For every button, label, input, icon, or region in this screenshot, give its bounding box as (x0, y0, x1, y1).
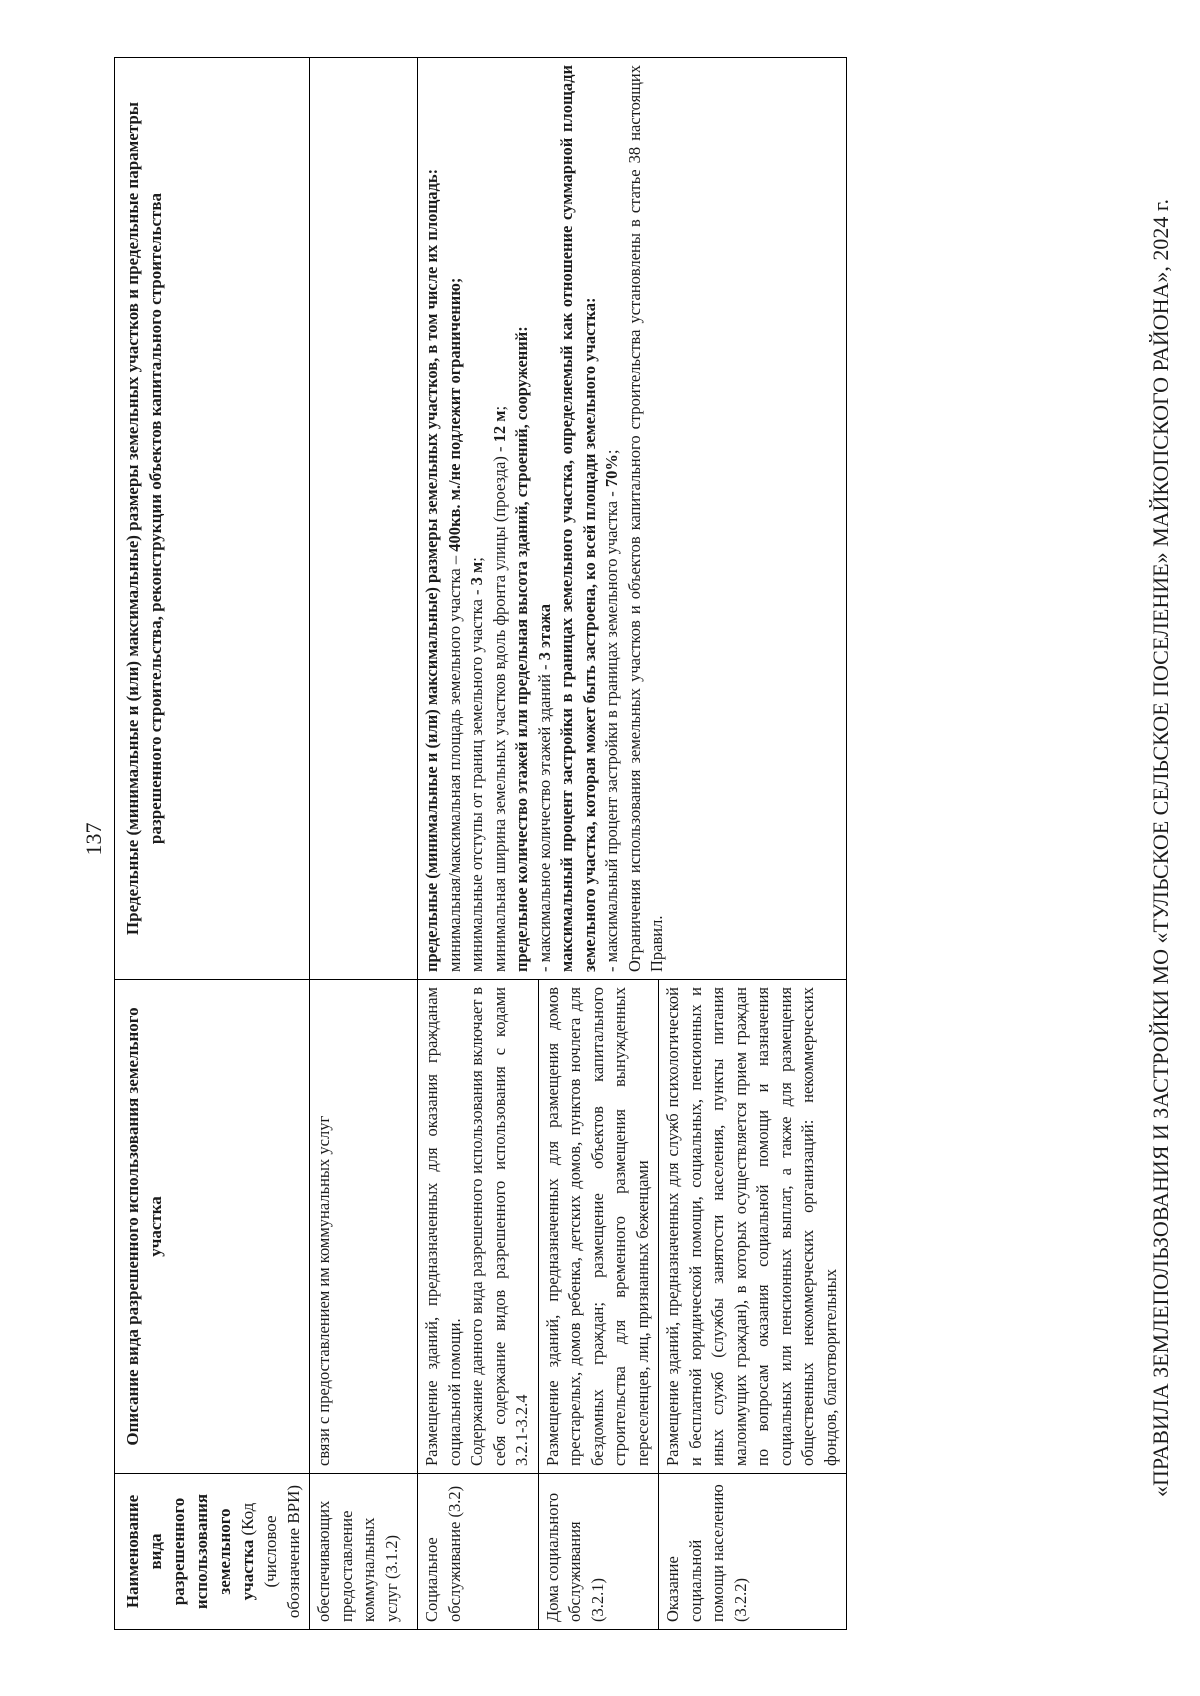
coverage-heading: максимальный процент застройки в границах земельного участка, определяемый как отношение суммарной площади земельного участка, которая может быть застроена, ко всей площади земельного участка: (557, 65, 599, 972)
coverage-label: - максимальный процент застройки в границах земельного участка - (602, 487, 621, 972)
header-name-column (115, 1474, 310, 1630)
frontage-label: минимальная ширина земельных участков вдоль фронта улицы (проезда) - (489, 442, 509, 972)
row-description-cell (418, 980, 539, 1474)
description-paragraph: Размещение зданий, предназначенных для оказания гражданам социальной помощи. (422, 987, 464, 1466)
table-header-row (115, 58, 310, 1630)
header-description-column: Описание вида разрешенного использования земельного участка (115, 980, 310, 1474)
restrictions-note: Ограничения использования земельных участков и объектов капитального строительства установлены в статье 38 настоящих Правил. (624, 65, 666, 972)
coverage-value: 70% (602, 454, 621, 488)
row-name-cell: Социальное обслуживание (3.2) (418, 1474, 539, 1630)
page-number: 137 (81, 822, 106, 856)
floors-label: - максимальное количество этажей зданий - (534, 660, 554, 972)
document-footer: «ПРАВИЛА ЗЕМЛЕПОЛЬЗОВАНИЯ И ЗАСТРОЙКИ МО «ТУЛЬСКОЕ СЕЛЬСКОЕ ПОСЕЛЕНИЕ» МАЙКОПСКОГО РАЙОНА», 2024 г. (1148, 199, 1173, 1497)
row-name-cell: Оказание социальной помощи населению (3.2.2) (659, 1474, 847, 1630)
row-description-cell: Размещение зданий, предназначенных для размещения домов престарелых, домов ребенка, детских домов, пунктов ночлега для бездомных граждан; размещение объектов капитального строительства для временного размещения вынужденных переселенцев, лиц, признанных беженцами (538, 980, 659, 1474)
land-use-table (114, 57, 847, 1630)
area-label: минимальная/максимальная площадь земельного участка – (444, 551, 464, 972)
size-limits-heading: предельные (минимальные и (или) максимальные) размеры земельных участков, в том числе их площадь: (422, 168, 441, 972)
row-name-cell: обеспечивающих предоставление коммунальных услуг (3.1.2) (310, 1474, 418, 1630)
row-name-cell: Дома социального обслуживания (3.2.1) (538, 1474, 659, 1630)
header-parameters-column: Предельные (минимальные и (или) максимальные) размеры земельных участков и предельные параметры разрешенного строительства, реконструкции объектов капитального строительства (115, 58, 310, 980)
row-parameters-cell (310, 58, 418, 980)
row-parameters-cell: предельные (минимальные и (или) максимальные) размеры земельных участков, в том числе их площадь: минимальная/максимальная площадь земельного участка – 400кв. м./не подлежит ограничению; минимальные отступы от границ земельного участка - 3 м; минимальная ширина земельных участков вдоль фронта улицы (проезда) - 12 м; предельное количество этажей или предельная высота зданий, строений, сооружений: - максимальное количество этажей зданий - 3 этажа максимальный процент застройки в границах земельного участка, определяемый как отношение суммарной площади земельного участка, которая может быть застроена, ко всей площади земельного участка: - максимальный процент застройки в границах земельного участка - 70%; Ограничения использования земельных участков и объектов капитального строительства установлены в статье 38 настоящих Правил. (418, 58, 847, 980)
row-description-cell: связи с предоставлением им коммунальных услуг (310, 980, 418, 1474)
setback-value: 3 м (467, 561, 486, 586)
floors-value: 3 этажа (534, 604, 554, 661)
height-limits-heading: предельное количество этажей или предельная высота зданий, строений, сооружений: (512, 326, 531, 972)
header-name-label: Наименование вида разрешенного использования земельного участка (123, 1493, 257, 1610)
description-paragraph: Содержание данного вида разрешенного использования включает в себя содержание видов разрешенного использования с кодами 3.2.1-3.2.4 (467, 987, 531, 1466)
frontage-value: 12 м (489, 410, 509, 443)
row-description-cell: Размещение зданий, предназначенных для служб психологической и бесплатной юридической помощи, социальных, пенсионных и иных служб (службы занятости населения, пункты питания малоимущих граждан), в которых осуществляется прием граждан по вопросам оказания социальной помощи и назначения социальных или пенсионных выплат, а также для размещения общественных некоммерческих организаций: некоммерческих фондов, благотворительных (659, 980, 847, 1474)
header-code-label: (Код (числовое обозначение ВРИ) (238, 1484, 303, 1619)
table-row (310, 58, 418, 1630)
area-value: 400кв. м./не подлежит ограничению; (444, 277, 464, 552)
setback-label: минимальные отступы от границ земельного участка - (467, 585, 486, 972)
table-row (418, 58, 539, 1630)
